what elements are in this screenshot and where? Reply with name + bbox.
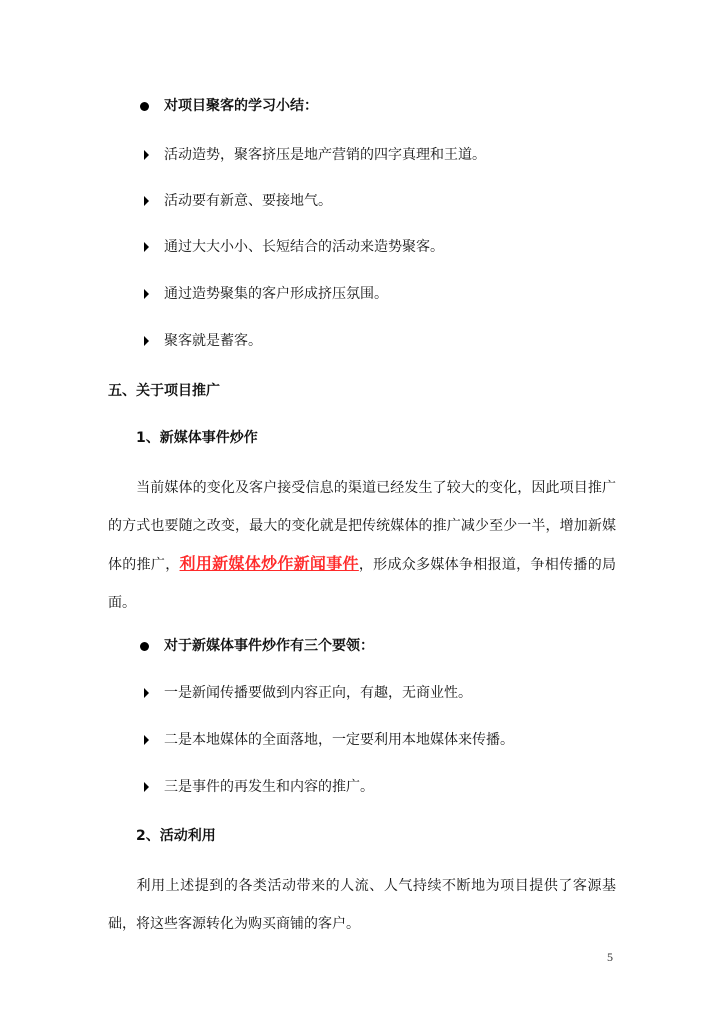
bullet-arrow-icon	[144, 336, 149, 346]
bullet-dot-icon	[140, 642, 149, 651]
bullet-arrow-icon	[144, 242, 149, 252]
bullet-arrow-icon	[144, 735, 149, 745]
paragraph-text: ，形成众多媒体争相报道，争相传播的局面。	[108, 557, 617, 611]
section-title: 五、关于项目推广	[108, 383, 220, 399]
subsection-title: 2、活动利用	[136, 828, 216, 844]
summary-item: 活动造势，聚客挤压是地产营销的四字真理和王道。	[164, 147, 486, 163]
paragraph-text: 利用上述提到的各类活动带来的人流、人气持续不断地为项目提供了客源基础，将这些客源转化为购买商铺的客户。	[108, 878, 616, 932]
subsection-title: 1、新媒体事件炒作	[136, 430, 258, 446]
page-number: 5	[607, 950, 613, 964]
summary-item: 活动要有新意、要接地气。	[164, 193, 332, 209]
bullet-arrow-icon	[144, 289, 149, 299]
point-item: 一是新闻传播要做到内容正向，有趣，无商业性。	[164, 685, 472, 701]
bullet-arrow-icon	[144, 150, 149, 160]
bullet-arrow-icon	[144, 782, 149, 792]
summary-heading: 对项目聚客的学习小结：	[164, 98, 318, 114]
bullet-dot-icon	[140, 102, 149, 111]
summary-item: 通过造势聚集的客户形成挤压氛围。	[164, 286, 388, 302]
highlighted-phrase: 利用新媒体炒作新闻事件	[179, 554, 359, 573]
paragraph-new-media	[108, 469, 616, 622]
bullet-arrow-icon	[144, 196, 149, 206]
bullet-arrow-icon	[144, 688, 149, 698]
paragraph-text: 当前媒体的变化及客户接受信息的渠道已经发生了较大的变化，因此项目推广的方式也要随之改变，最大的变化就是把传统媒体的推广减少至少一半，增加新媒体的推广，	[108, 480, 616, 573]
points-heading: 对于新媒体事件炒作有三个要领：	[164, 638, 374, 654]
summary-item: 通过大大小小、长短结合的活动来造势聚客。	[164, 239, 444, 255]
point-item: 三是事件的再发生和内容的推广。	[164, 779, 374, 795]
summary-item: 聚客就是蓄客。	[164, 333, 262, 349]
paragraph-activity-use	[108, 867, 616, 943]
point-item: 二是本地媒体的全面落地，一定要利用本地媒体来传播。	[164, 732, 514, 748]
